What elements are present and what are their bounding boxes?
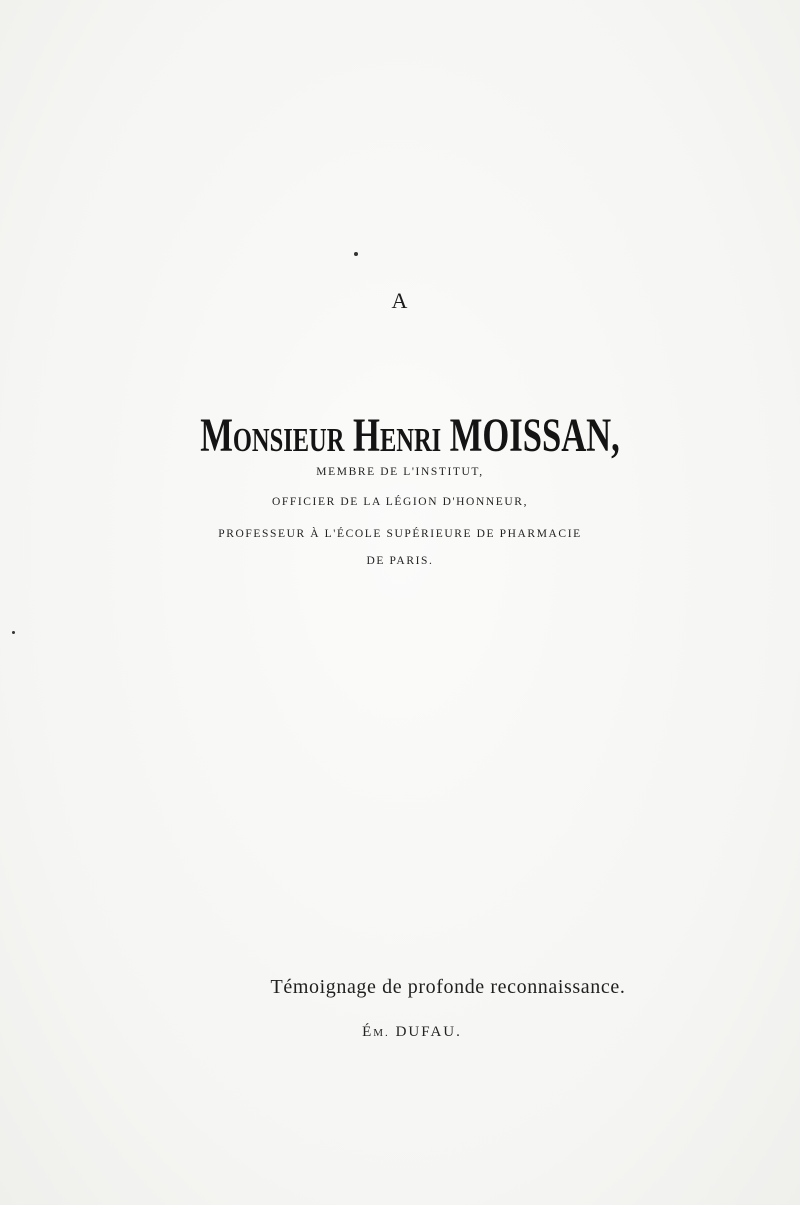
surname: MOISSAN, (449, 409, 620, 462)
testimony-text: Témoignage de profonde reconnaissance. (270, 976, 626, 998)
name-initial: M (200, 409, 233, 462)
dedication-prefix: A (391, 288, 409, 313)
signature (12, 1024, 800, 1041)
title-line: DE PARIS. (366, 555, 434, 567)
signature-initial: É (362, 1024, 374, 1040)
title-line: MEMBRE DE L'INSTITUT, (316, 466, 484, 478)
speck-mark (354, 252, 358, 256)
title-line: PROFESSEUR À L'ÉCOLE SUPÉRIEURE DE PHARMACIE (218, 528, 582, 540)
signature-surname: DUFAU. (395, 1024, 462, 1040)
name-initial: H (353, 409, 380, 462)
dedicatee-name (122, 408, 698, 463)
name-small-caps: ONSIEUR (232, 422, 345, 459)
name-small-caps: ENRI (379, 422, 442, 459)
speck-mark (12, 631, 15, 634)
signature-small-caps: M. (373, 1027, 390, 1039)
title-line: OFFICIER DE LA LÉGION D'HONNEUR, (271, 496, 529, 508)
